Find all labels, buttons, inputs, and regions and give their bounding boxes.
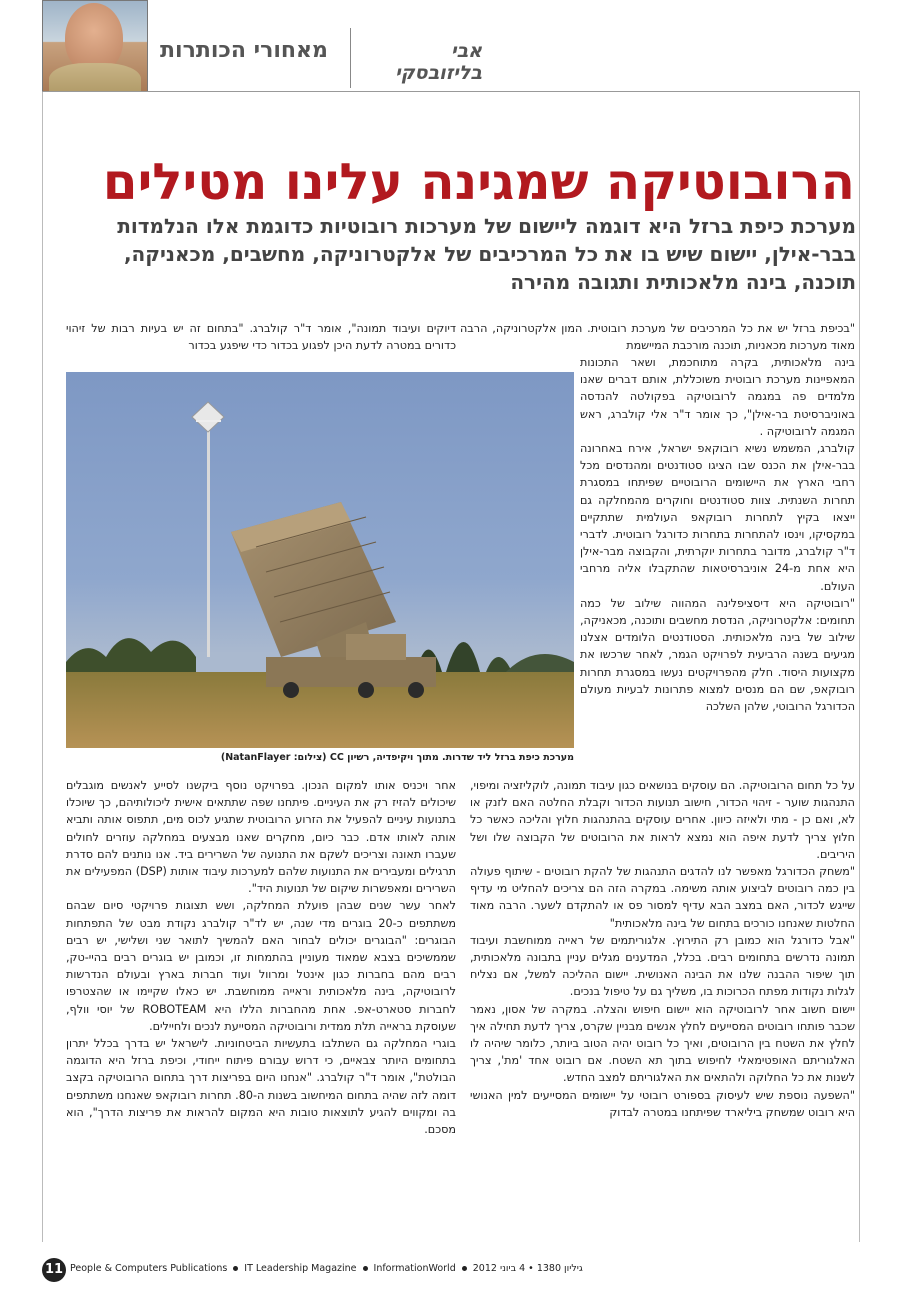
bullet-icon [462,1266,467,1271]
paragraph: דיוקים ועיבוד תמונה", אומר ד"ר קולברג. "בתחום זה יש בעיות רבות של זיהוי כדורים במטרה לדעת היכן לפגוע בכדור כדי שיפגע בכדור [66,322,456,353]
paragraph: אחר ויכניס אותו למקום הנכון. בפרויקט נוסף ביקשנו לסייע לאנשים מוגבלים שיכולים להזיז רק את העיניים. פיתחנו שפה שתתאים אישית ליכולותיהם, כך שיוכלו בתנועות עיניים להפעיל את הזרוע הרובוטית שתגיע לכוס מים, תתפוס אותה ותביא אותה לאותו אדם. כבר כיום, מחקרים שאנו מבצעים במחלקה עוזרים לחולים שעברו תאונה וצריכים לשקם את התנועה של השרירים ביד. אנו נותנים להם סדרת תרגילים ומעבירים את התנועות שלהם למערכות עיבוד אותות (DSP) המפעילים את השרירים ומאפשרות שיקום של תנועות היד". [66,779,456,896]
antenna-diamond [192,402,224,432]
antenna-mast [207,417,210,657]
article-lead: "בכיפת ברזל יש את כל המרכיבים של מערכת רובוטית. המון אלקטרוניקה, הרבה מאוד מערכות מכאניות, תוכנה מורכבת המיישמת [460,322,855,353]
header-rule [42,91,860,92]
footer-publisher: People & Computers Publications [70,1263,228,1274]
section-title: מאחורי הכותרות [160,38,328,63]
wheel-3 [408,682,424,698]
author-shirt [49,63,141,92]
paragraph: "רובוטיקה היא דיסציפלינה המהווה שילוב של כמה תחומים: אלקטרוניקה, הנדסת מחשבים ותוכנה, מכאניקה, שילוב של בינה מלאכותית. הסטודנטים הלומדים אצלנו מגיעים בשנה הרביעית לפרויקט הגמר, לאחר שרכשו את מקצועות היסוד. חלק מהפרויקטים נעשו במסגרת תחרות רובוקאפ, שם הם מנסים למצוא פתרונות לבעיות מעולם הכדורגל הרובוטי, שלהן השלכה [580,596,855,714]
author-name: אבי בליזובסקי [395,40,482,84]
header-divider [350,28,351,88]
right-column-low [470,777,855,1121]
bullet-icon [233,1266,238,1271]
paragraph: "אבל כדורגל הוא כמובן רק התירוץ. אלגוריתמים של ראייה ממוחשבת ועיבוד תמונה נדרשים בתחומים רבים. בכלל, המדענים מגלים עניין בתבונה מלאכותית, תוך שיפור ההבנה שלנו את הבינה האנושית. יישום ההליכה למשל, אם נצליח לגלות נקודות מפתח הכרוכות בו, משליך גם על טיפול בנכים. [470,933,855,999]
article-headline: הרובוטיקה שמגינה עלינו מטילים [102,153,855,211]
paragraph: "השפעה נוספת שיש לעיסוק בספורט רובוטי על יישומים המסייעים למין האנושי היא רובוט שמשחק ביליארד שפיתחנו במטרה לבדוק [470,1088,855,1119]
paragraph: לאחר עשר שנים שבהן פועלת המחלקה, ושש תצוגות פרויקטי סיום שבהם משתתפים כ-20 בוגרים מדי שנה, יש לד"ר קולברג נקודת מבט של התפתחות הבוגרים: "הבוגרים יכולים לבחור האם להמשיך לתואר שני ושלישי, יש רבים שממשיכים בצבא שמאוד מעוניין בהתמחות זו, וכמובן יש בוגרים רבים בהיי-טק, רבים מהם בחברות כגון אינטל ומרוול ועוד חברות בארץ ובעולם הנדרשות לרובוטיקה, בינה מלאכותית וראייה ממוחשבת. יש כאלו שקיימו או שהצטרפו לחברות סטארט-אפ. אחת מהחברות הללו היא ROBOTEAM של יוסי וולף, שעוסקת בראייה תלת ממדית ורובוטיקה המסייעת לנכים ולחיילים. [66,899,456,1033]
trailer-cab [346,634,406,660]
paragraph: יישום חשוב אחר לרובוטיקה הוא יישום חיפוש והצלה. במקרה של אסון, נאמר שכבר פותחו רובוטים המסייעים לחלץ אנשים מבניין שקרס, צריך לדעת תחילה איך לחלץ את השטח בין הרובוטים, ואיך כל רובוט יהיה הטוב ביותר, כלומר שיהיה לו האלגוריתם האופטימאלי לחיפוש בתוך תא השטח. אם רובוט אחד 'מת', צריך לשנות את כל החלוקה ולהתאים את האלגוריתם למצב החדש. [470,1002,855,1085]
paragraph: בוגרי המחלקה גם השתלבו בתעשיות הביטחוניות. לישראל יש בדרך בכלל יתרון בתחומים היותר צבאיים, כי דרוש עבורם פיתוח ייחודי, וכיפת ברזל היא הדוגמה הבולטת", אומר ד"ר קולברג. "אנחנו היום בפריצות דרך בתחום הרובוטיקה בקצב דומה לזה שהיה בתחום המיחשוב בשנות ה-80. תחרות רובוקאפ שאנחנו משתתפים בה ומקווים להגיע לתוצאות טובות היא המקום להראות את פריצות הדרך", הוא מסכם. [66,1037,456,1137]
page-number: 11 [42,1258,66,1282]
page-frame-right [859,92,860,1242]
footer-issue: גיליון 1380 • 4 ביוני 2012 [472,1263,583,1274]
author-photo [42,0,148,92]
antenna-crossbar [196,420,221,422]
paragraph: על כל תחום הרובוטיקה. הם עוסקים בנושאים כגון עיבוד תמונה, לוקליזציה ומיפוי, התנהגות שוער - זיהוי הכדור, חישוב תנועות הכדור וקבלת החלטה האם לזנק או לא, ואם כן - מתי ולאיזה כיוון. אחרים עוסקים בהתנהגות חלוץ והליכה כאשר כל חלוץ צריך לדעת איפה הוא נמצא לראות את הרובוטים של הקבוצה שלו ושל היריבים. [470,779,855,861]
wheel-1 [283,682,299,698]
iron-dome-illustration [66,372,574,748]
footer-world: InformationWorld [373,1263,456,1274]
iron-dome-photo [66,372,574,748]
cypress-4 [486,657,512,672]
footer-credits [70,1263,583,1274]
bullet-icon [363,1266,368,1271]
paragraph: קולברג, המשמש נשיא רובוקאפ ישראל, אירח באחרונה בבר-אילן את הכנס שבו הציגו סטודנטים ומהנדסים מכל רחבי הארץ את היישומים הרובוטיים שפיתחו במסגרת תחרות השנתית. צוות סטודנטים וחוקרים מהמחלקה גם ייצאו בקיץ לתחרות רובוקאפ העולמית שתתקיים במקסיקו, וינסו להתחרות בתחרות כדורגל רובוטית. לדברי ד"ר קולברג, מדובר בתחרות יוקרתית, והקבוצה מבר-אילן היא אחת מ-24 אוניברסיטאות שהתקבלו אליה מרחבי העולם. [580,442,855,593]
article-deck: מערכת כיפת ברזל היא דוגמה ליישום של מערכות רובוטיות כדוגמת אלו הנלמדות בבר-אילן, יישום שיש בו את כל המרכיבים של אלקטרוניקה, מחשבים, מכאניקה, תוכנה, בינה מלאכותית ותגובה מהירה [117,214,856,294]
right-column-top-body [580,354,855,715]
cypress-3 [446,642,480,672]
page-footer [42,1258,860,1282]
paragraph: בינה מלאכותית, בקרה מתוחכמת, ושאר התכונות המאפיינות מערכת רובוטית משוכללת, אותם דברים שאנו מלמדים פה במגמה לרובוטיקה בפקולטה להנדסה באוניברסיטת בר-אילן", כך אומר ד"ר אלי קולברג, ראש המגמה לרובוטיקה . [580,356,855,438]
footer-magazine: IT Leadership Magazine [244,1263,357,1274]
page-frame-left [42,92,43,1242]
wheel-2 [358,682,374,698]
left-column-top [66,320,456,354]
paragraph: "משחק הכדורגל מאפשר לנו להדגים התנהגות של להקת רובוטים - שיתוף פעולה בין כמה רובוטים לביצוע אותה משימה. במקרה הזה הם צריכים להחליט מי עדיף שייגש לכדור, האם במצב הבא עדיף למסור פס או להתקדם לשער. הרבה מאוד החלטות שאנחנו כורכים בתחום של בינה מלאכותית" [470,865,855,930]
left-column-low [66,777,456,1138]
photo-caption: מערכת כיפת ברזל ליד שדרות. מתוך ויקיפדיה, רשיון CC (צילום: NatanFlayer) [220,752,574,763]
